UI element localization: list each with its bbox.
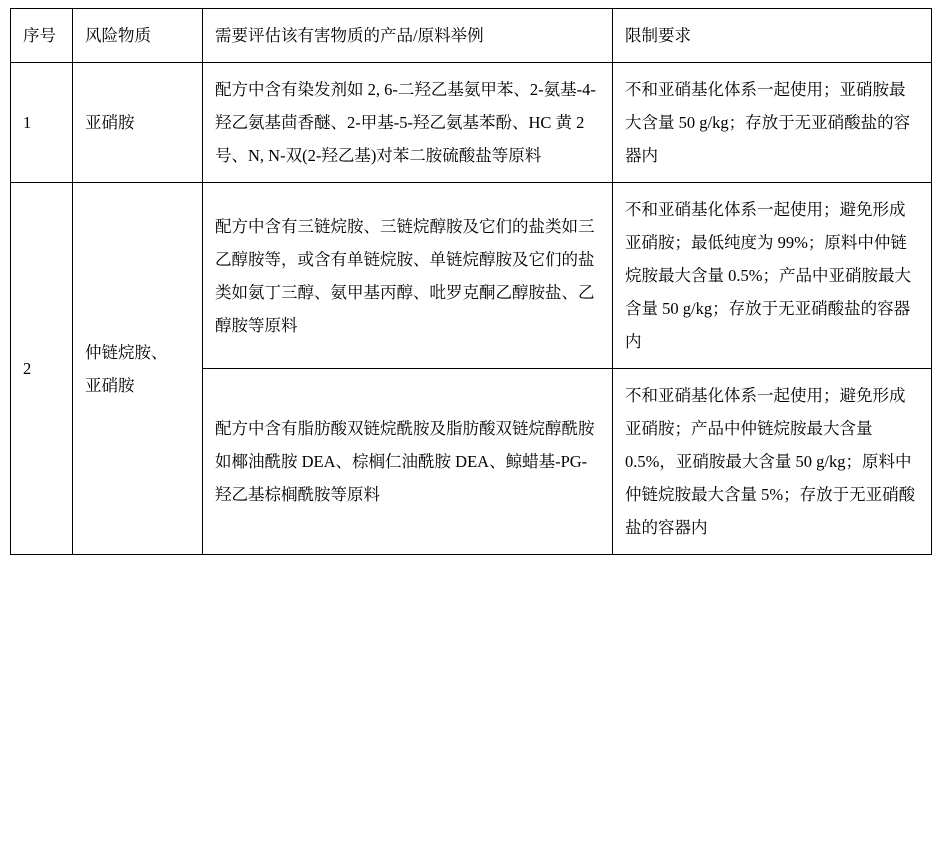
cell-product-examples: 配方中含有三链烷胺、三链烷醇胺及它们的盐类如三乙醇胺等，或含有单链烷胺、单链烷醇胺及它们的盐类如氨丁三醇、氨甲基丙醇、吡罗克酮乙醇胺盐、乙醇胺等原料 [203,183,613,369]
header-product-examples: 需要评估该有害物质的产品/原料举例 [203,9,613,63]
cell-product-examples: 配方中含有脂肪酸双链烷酰胺及脂肪酸双链烷醇酰胺如椰油酰胺 DEA、棕榈仁油酰胺 DEA、鲸蜡基-PG-羟乙基棕榈酰胺等原料 [203,369,613,555]
cell-risk-substance [73,183,203,555]
table-header-row [11,9,932,63]
cell-restriction-requirement: 不和亚硝基化体系一起使用；避免形成亚硝胺；最低纯度为 99%；原料中仲链烷胺最大含量 0.5%；产品中亚硝胺最大含量 50 g/kg；存放于无亚硝酸盐的容器内 [613,183,932,369]
table-row [11,63,932,183]
cell-restriction-requirement: 不和亚硝基化体系一起使用；避免形成亚硝胺；产品中仲链烷胺最大含量 0.5%，亚硝胺最大含量 50 g/kg；原料中仲链烷胺最大含量 5%；存放于无亚硝酸盐的容器内 [613,369,932,555]
cell-product-examples: 配方中含有染发剂如 2, 6-二羟乙基氨甲苯、2-氨基-4-羟乙氨基茴香醚、2-甲基-5-羟乙氨基苯酚、HC 黄 2 号、N, N-双(2-羟乙基)对苯二胺硫酸盐等原料 [203,63,613,183]
header-serial-number: 序号 [11,9,73,63]
cell-risk-substance-line-1: 仲链烷胺、 [85,342,168,362]
table-header [11,9,932,63]
cell-serial-number: 2 [11,183,73,555]
table-row [11,183,932,369]
header-restriction-requirement: 限制要求 [613,9,932,63]
cell-serial-number: 1 [11,63,73,183]
table-body [11,63,932,555]
risk-substance-table [10,8,932,555]
cell-restriction-requirement: 不和亚硝基化体系一起使用；亚硝胺最大含量 50 g/kg；存放于无亚硝酸盐的容器内 [613,63,932,183]
cell-risk-substance: 亚硝胺 [73,63,203,183]
header-risk-substance: 风险物质 [73,9,203,63]
cell-risk-substance-line-2: 亚硝胺 [85,375,135,395]
